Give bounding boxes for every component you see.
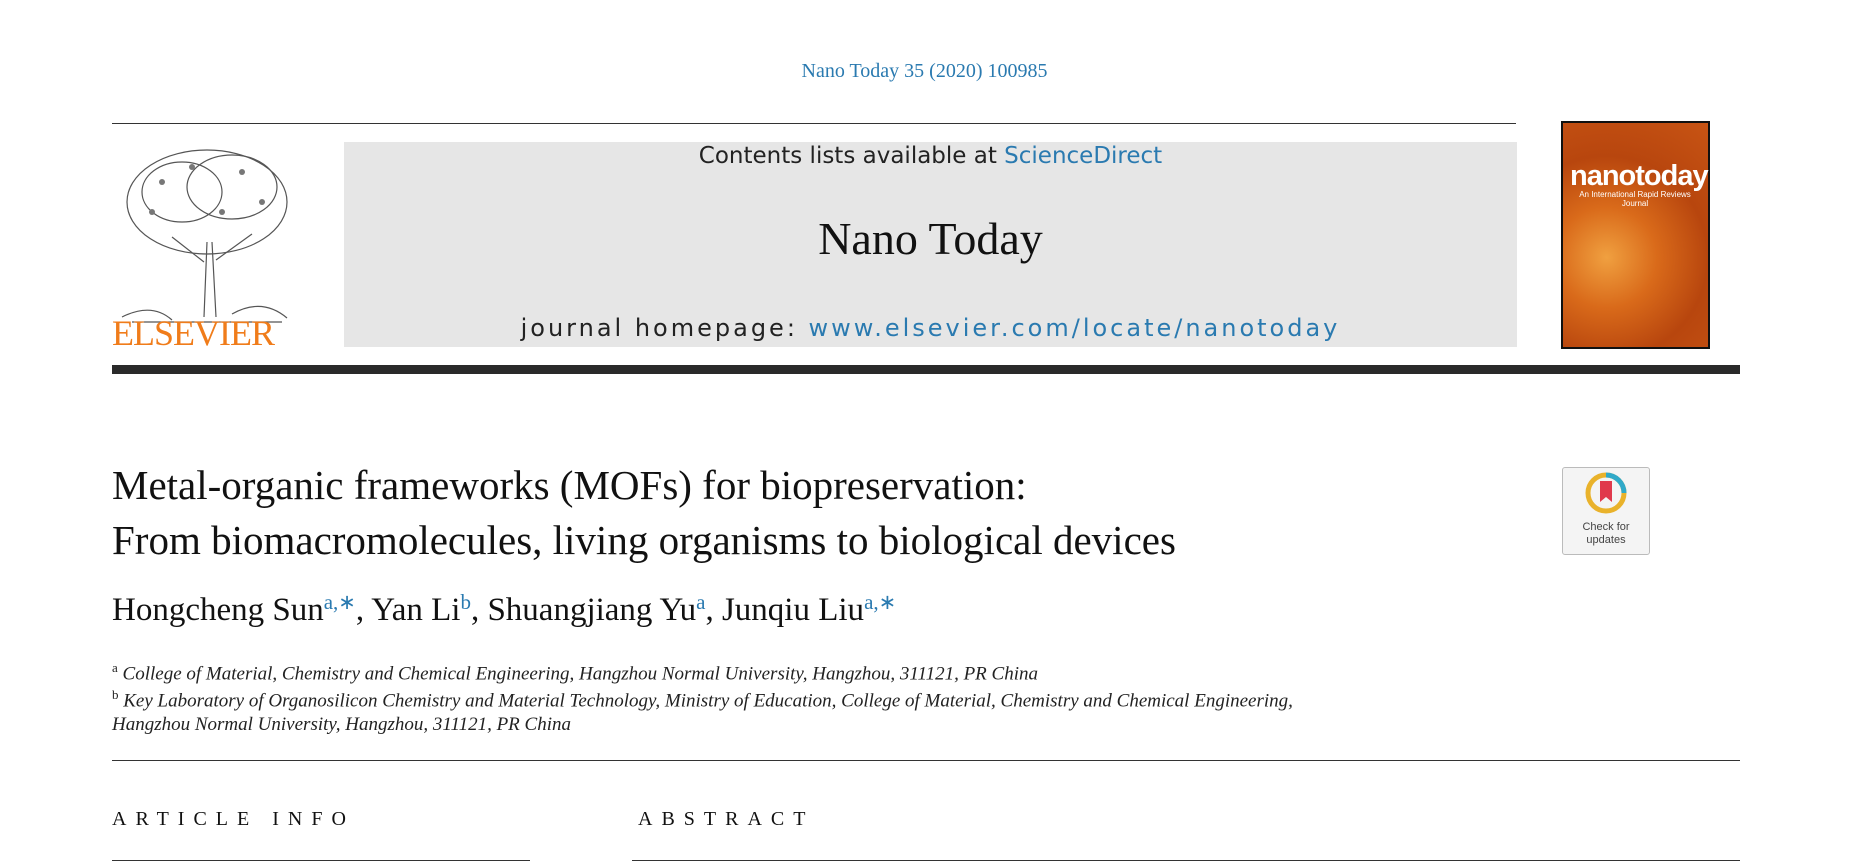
elsevier-wordmark: ELSEVIER: [112, 313, 274, 353]
affiliation-text: Hangzhou Normal University, Hangzhou, 311121, PR China: [112, 714, 571, 735]
author-affiliation-mark[interactable]: a: [696, 590, 706, 614]
contents-line: [344, 143, 1517, 169]
abstract-heading: ABSTRACT: [638, 808, 815, 830]
cover-subtitle: An International Rapid Reviews Journal: [1579, 190, 1691, 208]
author-name[interactable]: Shuangjiang Yu: [487, 592, 697, 628]
section-divider: [112, 760, 1740, 761]
affiliation-text: Key Laboratory of Organosilicon Chemistry and Material Technology, Ministry of Education, College of Material, Chemistry and Chemical Engineering,: [123, 690, 1293, 712]
affiliation-mark: b: [112, 687, 119, 702]
article-info-rule: [112, 860, 530, 861]
affiliation-a: [112, 660, 1038, 685]
affiliation-text: College of Material, Chemistry and Chemical Engineering, Hangzhou Normal University, Hangzhou, 311121, PR China: [122, 663, 1038, 685]
article-info-heading: ARTICLE INFO: [112, 808, 355, 830]
abstract-rule: [632, 860, 1740, 861]
title-line-2: From biomacromolecules, living organisms to biological devices: [112, 517, 1176, 563]
svg-text:updates: updates: [1586, 534, 1626, 546]
top-rule: [112, 123, 1516, 124]
article-title: [112, 458, 1176, 568]
homepage-prefix: journal homepage:: [520, 314, 809, 342]
title-line-1: Metal-organic frameworks (MOFs) for biopreservation:: [112, 462, 1027, 508]
svg-text:Check for: Check for: [1582, 521, 1630, 533]
author-name[interactable]: Yan Li: [371, 592, 461, 628]
author-list: Hongcheng Sun$^{a,∗}$, Yan Li$^b$, Shuangjiang Yu$^a$, Junqiu Liu$^{a,∗}$: [112, 590, 897, 628]
check-updates-icon: [1563, 468, 1649, 554]
affiliation-b-continued: [112, 714, 571, 736]
journal-citation-link[interactable]: Nano Today 35 (2020) 100985: [801, 60, 1048, 82]
sciencedirect-link[interactable]: ScienceDirect: [1004, 143, 1163, 169]
homepage-link[interactable]: www.elsevier.com/locate/nanotoday: [808, 314, 1341, 342]
cover-title: nanotoday: [1570, 160, 1708, 192]
journal-cover-image[interactable]: [1561, 121, 1710, 349]
author-affiliation-mark[interactable]: a,∗: [864, 590, 897, 614]
affiliation-mark: a: [112, 660, 118, 675]
affiliation-b: [112, 687, 1293, 712]
homepage-line: [344, 314, 1517, 342]
check-for-updates-button[interactable]: [1562, 467, 1650, 555]
header-divider: [112, 365, 1740, 374]
author-name[interactable]: Junqiu Liu: [721, 592, 865, 628]
author-name[interactable]: Hongcheng Sun: [112, 592, 324, 628]
author-affiliation-mark[interactable]: a,∗: [323, 590, 356, 614]
contents-prefix: Contents lists available at: [698, 143, 1005, 169]
author-affiliation-mark[interactable]: b: [460, 590, 471, 614]
journal-name: Nano Today: [818, 213, 1043, 264]
